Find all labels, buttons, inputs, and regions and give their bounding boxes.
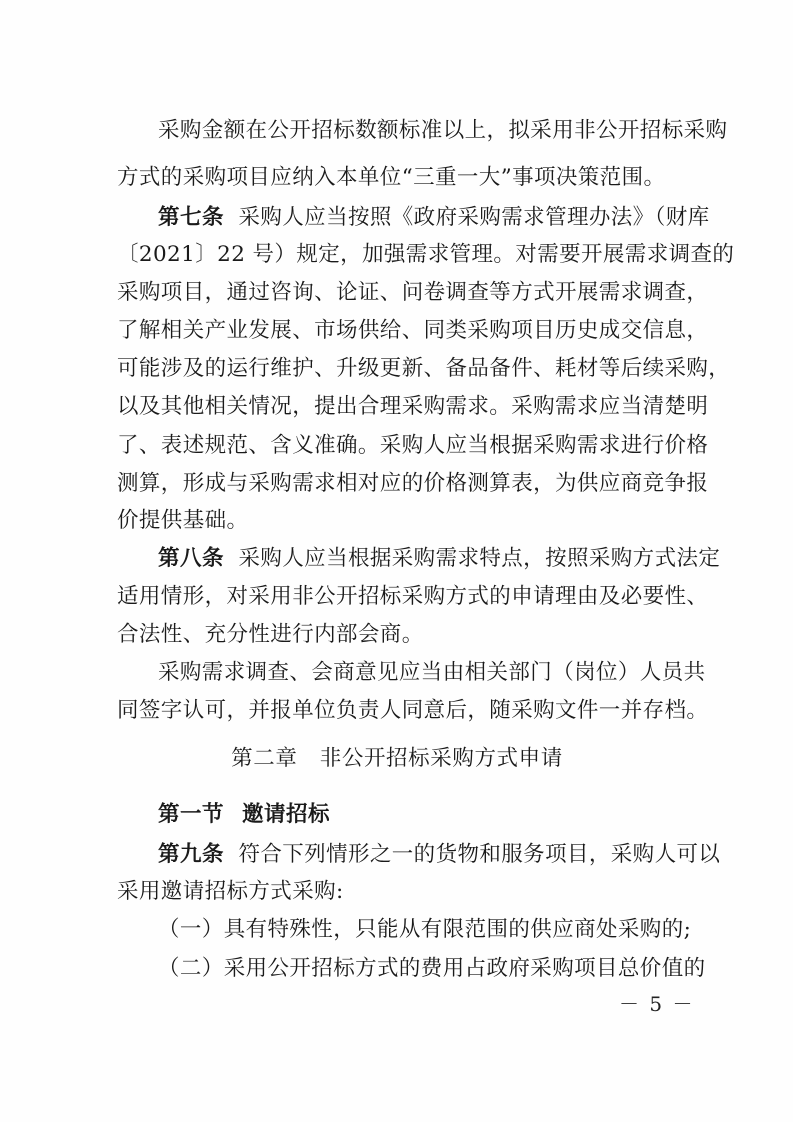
article-7-line-2: 〔2021〕22 号）规定，加强需求管理。对需要开展需求调查的 [117,242,735,267]
article-7-line-7: 了、表述规范、含义准确。采购人应当根据采购需求进行价格 [117,433,709,458]
article-7-line-1 [158,203,710,233]
article-7-line-4: 了解相关产业发展、市场供给、同类采购项目历史成交信息， [117,318,709,343]
paragraph-1-line-1: 采购金额在公开招标数额标准以上，拟采用非公开招标采购 [158,118,728,143]
section-heading [158,800,330,830]
page-number: － 5 － [619,992,695,1016]
article-9-text-1: 符合下列情形之一的货物和服务项目，采购人可以 [238,842,721,867]
paragraph-2-line-1: 采购需求调查、会商意见应当由相关部门（岗位）人员共 [158,660,706,685]
article-8-line-3: 合法性、充分性进行内部会商。 [117,622,424,647]
article-9-label: 第九条 [158,842,225,867]
article-8-line-1 [158,544,721,574]
paragraph-1-line-2: 方式的采购项目应纳入本单位“三重一大”事项决策范围。 [117,165,666,190]
article-9-item-1: （一）具有特殊性，只能从有限范围的供应商处采购的; [158,917,692,942]
article-9-item-2: （二）采用公开招标方式的费用占政府采购项目总价值的 [158,956,706,981]
article-8-text-1: 采购人应当根据采购需求特点，按照采购方式法定 [238,546,721,571]
article-8-line-2: 适用情形，对采用非公开招标采购方式的申请理由及必要性、 [117,584,709,609]
article-8-label: 第八条 [158,546,225,571]
article-7-label: 第七条 [158,205,225,230]
paragraph-2-line-2: 同签字认可，并报单位负责人同意后，随采购文件一并存档。 [117,698,709,723]
chapter-title: 非公开招标采购方式申请 [319,746,563,771]
article-9-line-2: 采用邀请招标方式采购: [117,879,344,904]
chapter-number: 第二章 [231,746,298,771]
article-7-line-3: 采购项目，通过咨询、论证、问卷调查等方式开展需求调查， [117,280,709,305]
chapter-heading [117,744,677,774]
section-title: 邀请招标 [242,802,331,827]
article-9-line-1 [158,840,721,870]
article-7-line-5: 可能涉及的运行维护、升级更新、备品备件、耗材等后续采购， [117,356,731,381]
article-7-text-1: 采购人应当按照《政府采购需求管理办法》（财库 [238,205,710,230]
section-number: 第一节 [158,802,225,827]
article-7-line-8: 测算，形成与采购需求相对应的价格测算表，为供应商竞争报 [117,471,709,496]
article-7-line-6: 以及其他相关情况，提出合理采购需求。采购需求应当清楚明 [117,394,709,419]
article-7-line-9: 价提供基础。 [117,508,249,533]
